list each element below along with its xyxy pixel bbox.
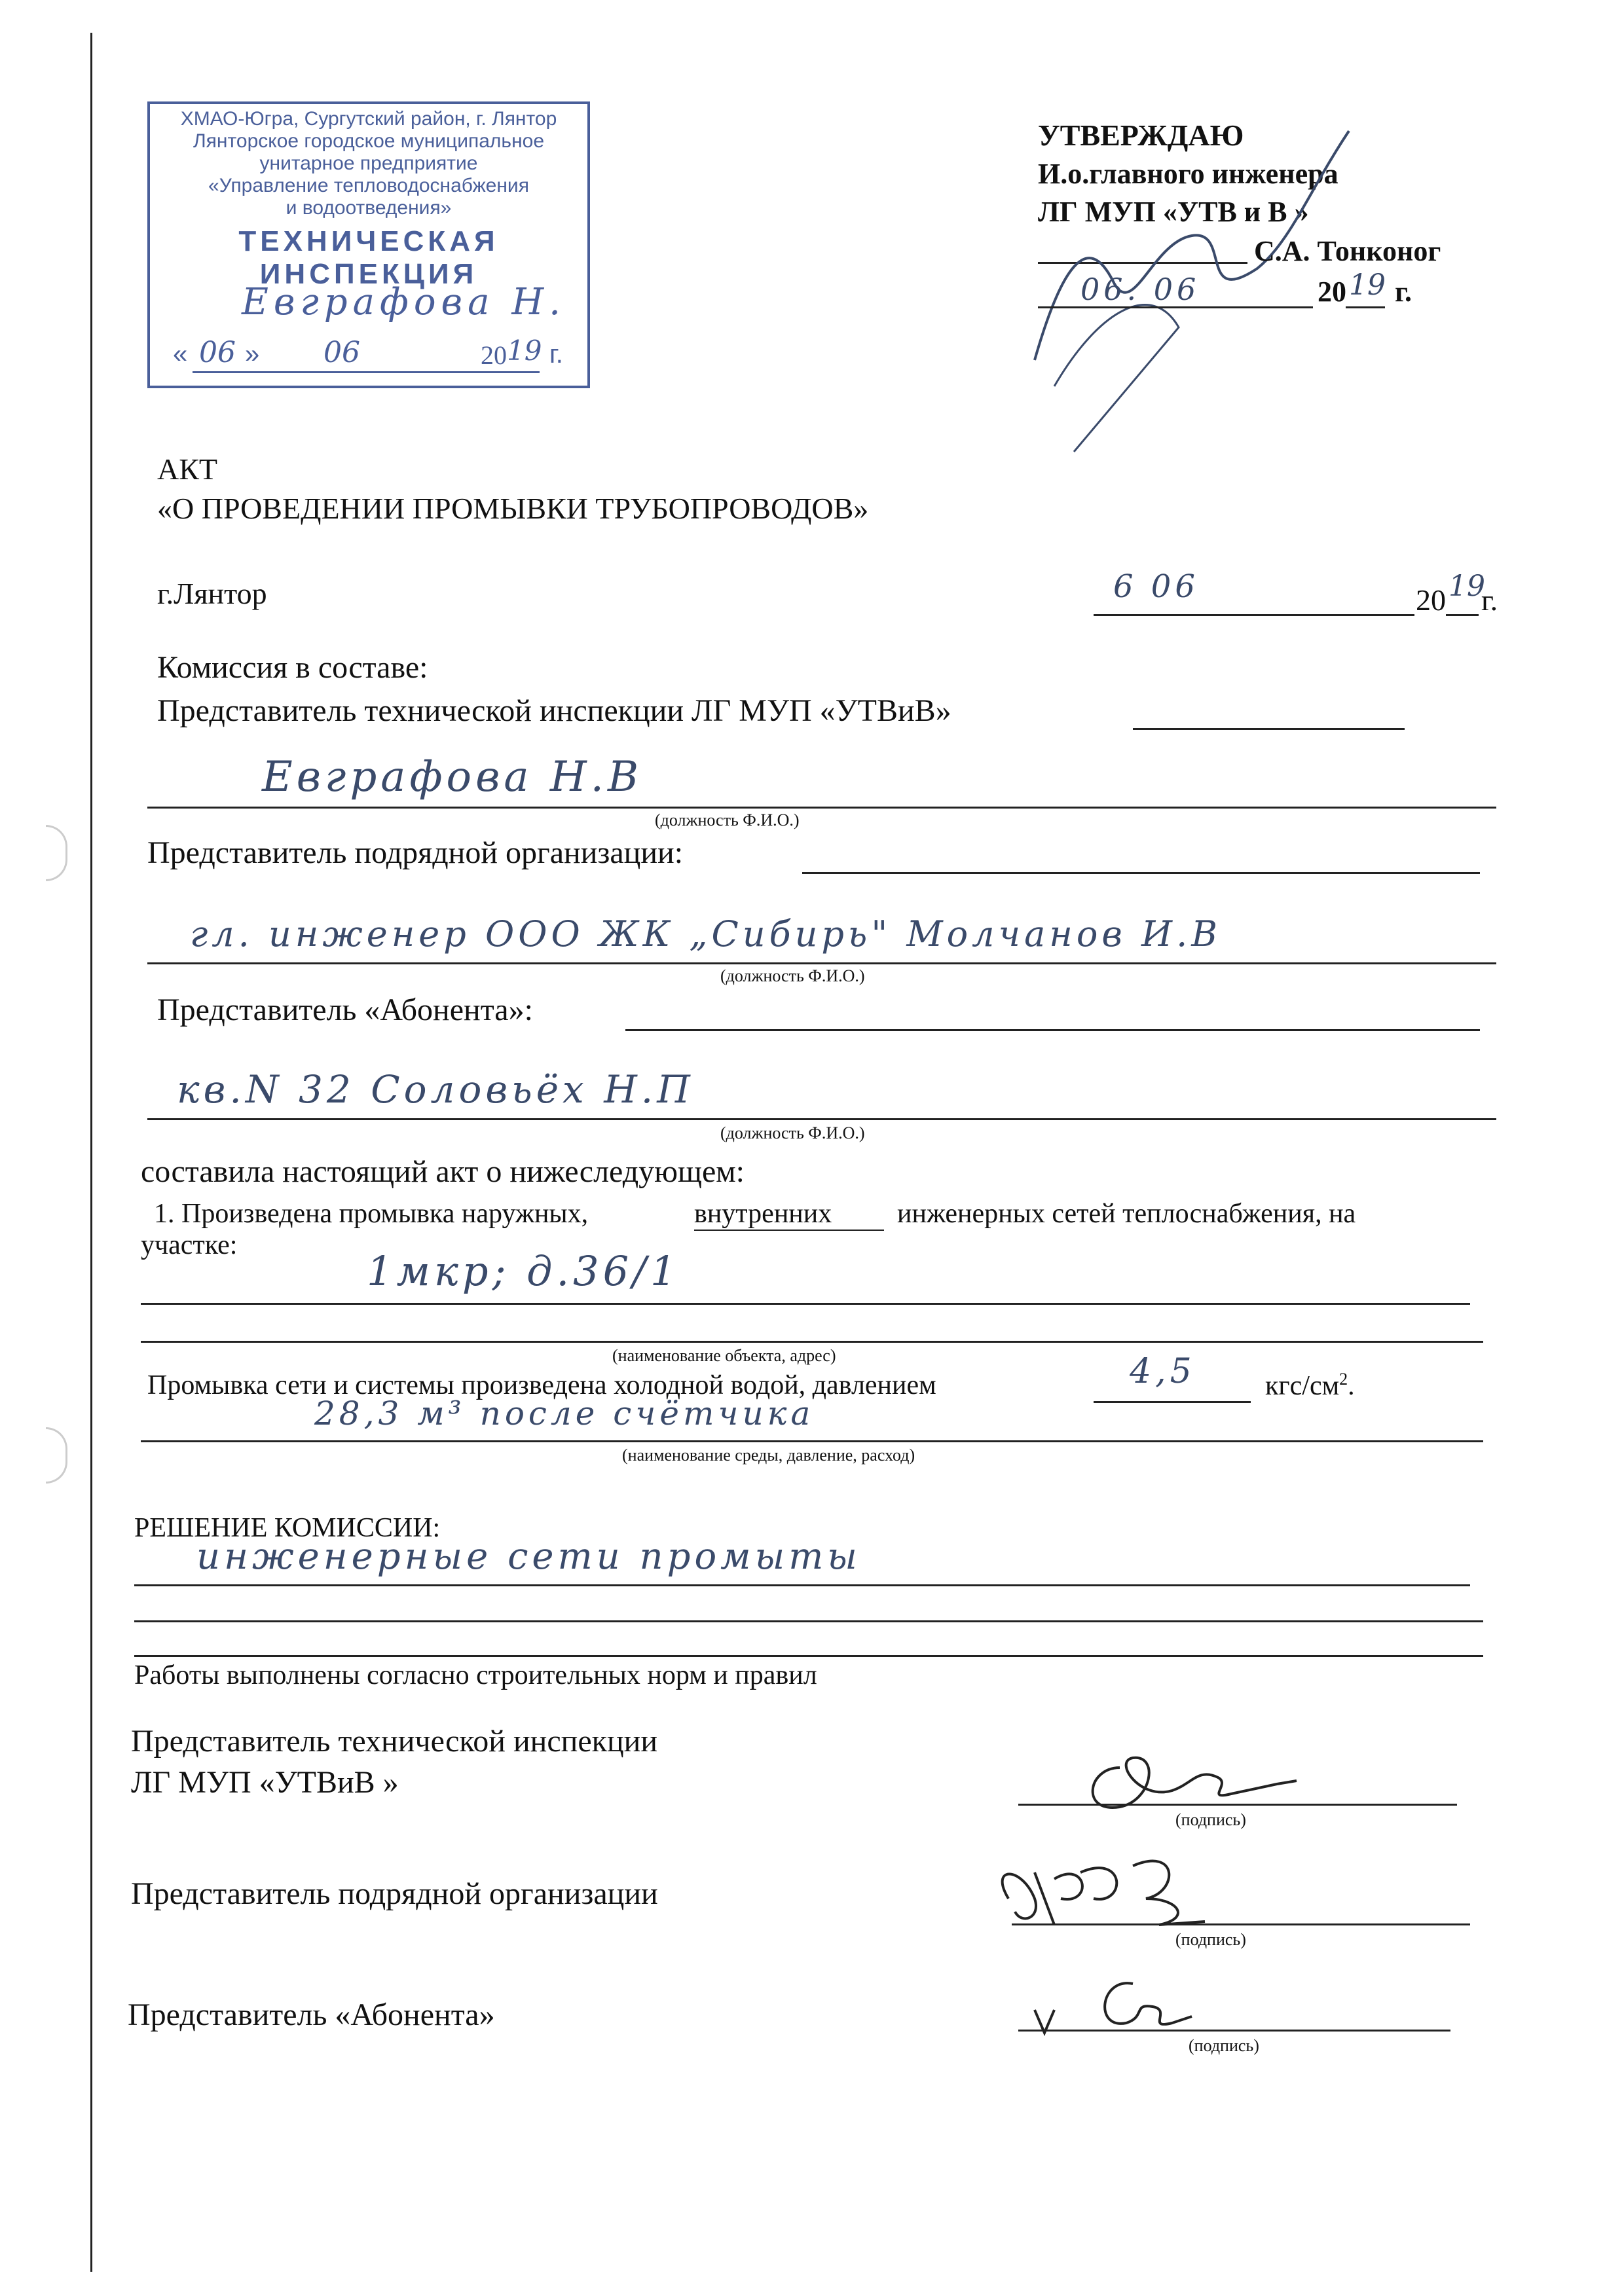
stamp-line-5: и водоотведения» bbox=[286, 197, 452, 219]
stamp-date-month: 06 bbox=[323, 336, 360, 369]
item1-part-b: внутренних bbox=[694, 1199, 832, 1229]
sign-contractor-caption: (подпись) bbox=[1175, 1930, 1246, 1949]
medium-value: 28,3 м³ после счётчика bbox=[314, 1394, 815, 1432]
subscriber-rep-caption: (должность Ф.И.О.) bbox=[720, 1123, 865, 1142]
approval-year-suffix: 19 bbox=[1349, 268, 1386, 302]
subscriber-rep-label: Представитель «Абонента»: bbox=[157, 993, 533, 1027]
tech-rep-label: Представитель технической инспекции ЛГ МУП «УТВиВ» bbox=[157, 693, 951, 728]
act-year-prefix: 20 bbox=[1416, 583, 1446, 617]
tech-rep-value: Евграфова Н.В bbox=[262, 753, 642, 801]
stamp-date-day: 06 bbox=[199, 336, 236, 369]
left-margin-line bbox=[90, 33, 92, 2272]
pressure-value: 4,5 bbox=[1130, 1352, 1196, 1391]
contractor-signature bbox=[982, 1827, 1310, 1938]
city: г.Лянтор bbox=[157, 577, 267, 610]
inspection-stamp bbox=[147, 101, 590, 388]
act-year-end: г. bbox=[1481, 583, 1498, 617]
medium-caption: (наименование среды, давление, расход) bbox=[622, 1446, 915, 1465]
sign-tech-caption: (подпись) bbox=[1175, 1810, 1246, 1829]
act-date: 6 06 bbox=[1113, 568, 1199, 605]
stamp-date-year-suffix: 19 bbox=[507, 335, 542, 367]
approval-org: ЛГ МУП «УТВ и В » bbox=[1038, 196, 1309, 228]
item1-part-d: участке: bbox=[141, 1230, 238, 1260]
approval-name: С.А. Тонконог bbox=[1254, 235, 1441, 267]
sign-subscriber: Представитель «Абонента» bbox=[128, 1997, 495, 2032]
stamp-date: « 06 » 06 20 19 г. bbox=[173, 340, 566, 376]
stamp-date-suffix: г. bbox=[549, 340, 563, 369]
approval-year-prefix: 20 bbox=[1318, 276, 1346, 308]
punch-hole-bottom bbox=[46, 1427, 67, 1484]
stamp-date-year-prefix: 20 bbox=[481, 340, 507, 370]
pressure-unit-sup: 2 bbox=[1339, 1370, 1348, 1389]
decision-value: инженерные сети промыты bbox=[196, 1535, 861, 1578]
approval-date-line bbox=[1038, 306, 1313, 308]
subscriber-rep-value: кв.N 32 Соловьёх Н.П bbox=[177, 1067, 694, 1112]
approval-date: 06. 06 bbox=[1080, 272, 1200, 307]
stamp-line-3: унитарное предприятие bbox=[259, 153, 478, 174]
contractor-rep-caption: (должность Ф.И.О.) bbox=[720, 966, 865, 985]
sign-subscriber-caption: (подпись) bbox=[1189, 2036, 1259, 2055]
stamp-handwritten-name: Евграфова Н. bbox=[242, 281, 566, 323]
object-caption: (наименование объекта, адрес) bbox=[612, 1346, 836, 1365]
approval-year-end: г. bbox=[1395, 276, 1412, 308]
act-title: АКТ bbox=[157, 452, 217, 486]
stamp-line-1: ХМАО-Югра, Сургутский район, г. Лянтор bbox=[180, 108, 557, 130]
sign-contractor: Представитель подрядной организации bbox=[131, 1876, 658, 1911]
stamp-line-4: «Управление тепловодоснабжения bbox=[208, 175, 529, 196]
decision-heading: РЕШЕНИЕ КОМИССИИ: bbox=[134, 1513, 441, 1543]
act-year-suffix: 19 bbox=[1449, 570, 1485, 603]
approval-heading: УТВЕРЖДАЮ bbox=[1038, 118, 1244, 152]
stamp-line-2: Лянторское городское муниципальное bbox=[193, 130, 544, 152]
item1-part-a: 1. Произведена промывка наружных, bbox=[154, 1199, 589, 1229]
punch-hole-top bbox=[46, 825, 67, 881]
approval-position: И.о.главного инженера bbox=[1038, 158, 1338, 190]
commission-heading: Комиссия в составе: bbox=[157, 650, 428, 685]
sign-tech-line2: ЛГ МУП «УТВиВ » bbox=[131, 1765, 399, 1800]
stamp-title: ТЕХНИЧЕСКАЯ ИНСПЕКЦИЯ bbox=[238, 225, 499, 290]
tech-rep-caption: (должность Ф.И.О.) bbox=[655, 811, 800, 829]
object-value: 1мкр; д.36/1 bbox=[367, 1247, 680, 1295]
item1-part-c: инженерных сетей теплоснабжения, на bbox=[897, 1199, 1356, 1229]
subscriber-signature bbox=[1022, 1971, 1218, 2043]
contractor-rep-value: гл. инженер ООО ЖК „Сибирь" Молчанов И.В bbox=[190, 913, 1221, 955]
flush-text: Промывка сети и системы произведена холодной водой, давлением bbox=[147, 1370, 936, 1400]
act-subtitle: «О ПРОВЕДЕНИИ ПРОМЫВКИ ТРУБОПРОВОДОВ» bbox=[157, 492, 869, 525]
act-date-line bbox=[1094, 614, 1414, 616]
act-intro: составила настоящий акт о нижеследующем: bbox=[141, 1154, 745, 1189]
sign-tech-line1: Представитель технической инспекции bbox=[131, 1724, 657, 1758]
compliance-text: Работы выполнены согласно строительных норм и правил bbox=[134, 1660, 817, 1690]
pressure-unit: кгс/$см^2$. bbox=[1265, 1370, 1355, 1401]
contractor-rep-label: Представитель подрядной организации: bbox=[147, 835, 684, 870]
